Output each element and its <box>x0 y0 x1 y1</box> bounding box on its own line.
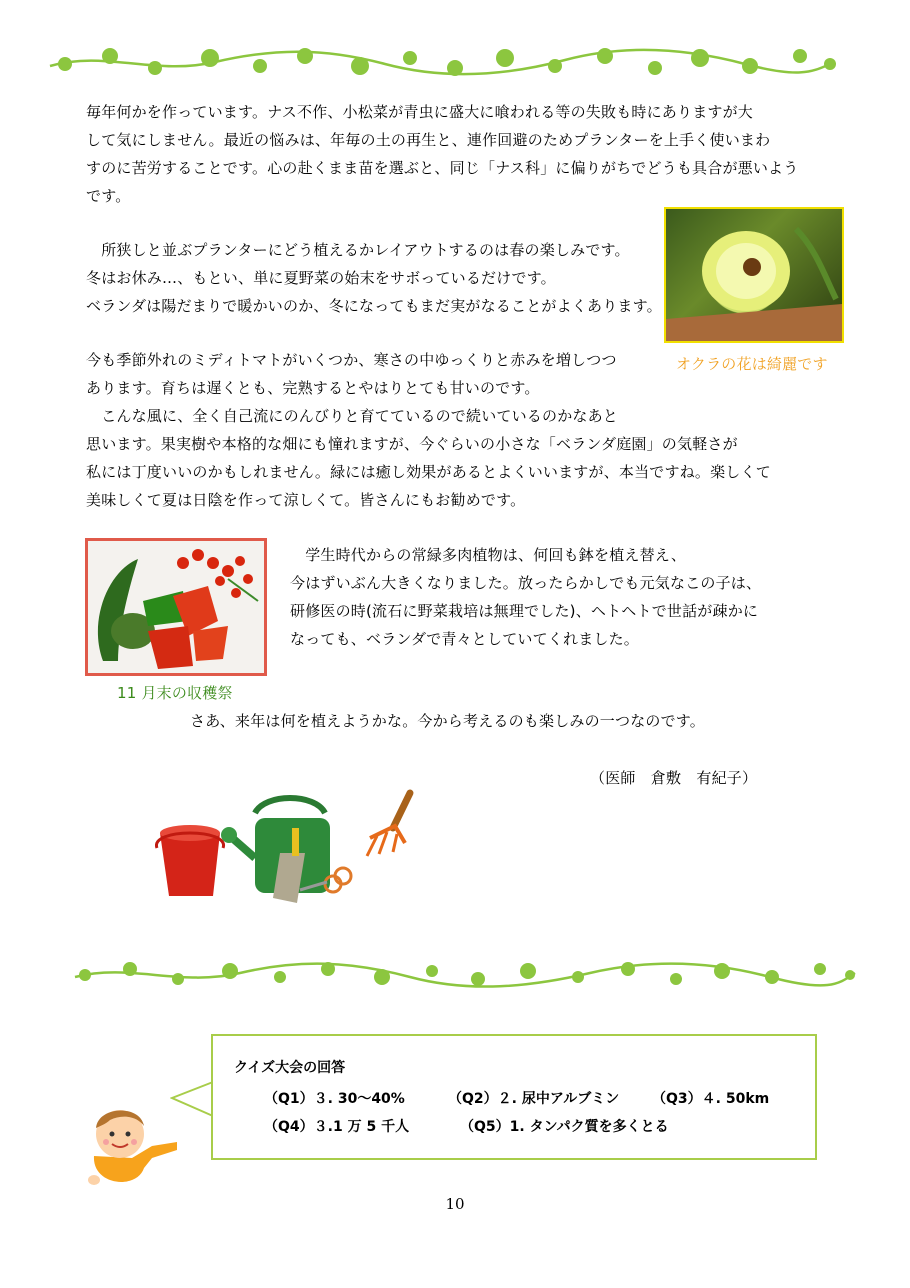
text-line: ベランダは陽だまりで暖かいのか、冬になってもまだ実がなることがよくあります。 <box>86 297 662 315</box>
quiz-answer-q1: （Q1）３. 30～40% <box>264 1091 405 1107</box>
text-line: 毎年何かを作っています。ナス不作、小松菜が青虫に盛大に喰われる等の失敗も時にありますが大 <box>86 103 754 121</box>
text-line: して気にしません。最近の悩みは、年毎の土の再生と、連作回避のためプランターを上手く使いまわ <box>86 131 771 149</box>
quiz-answer-q3: （Q3）４. 50km <box>652 1091 770 1107</box>
boy-illustration <box>82 1098 182 1190</box>
text-line: 今はずいぶん大きくなりました。放ったらかしでも元気なこの子は、 <box>290 574 762 592</box>
text-line: すのに苦労することです。心の赴くまま苗を選ぶと、同じ「ナス科」に偏りがちでどうも具合が悪いよう <box>86 159 799 177</box>
vine-border-bottom <box>70 955 860 993</box>
okra-flower-photo <box>664 207 844 343</box>
text-line: あります。育ちは遅くとも、完熟するとやはりとても甘いのです。 <box>86 379 540 397</box>
harvest-caption: 11 月末の収穫祭 <box>117 684 233 702</box>
quiz-answer-q2: （Q2）２. 尿中アルブミン <box>448 1091 620 1107</box>
text-line: 美味しくて夏は日陰を作って涼しくて。皆さんにもお勧めです。 <box>86 491 526 509</box>
quiz-answer-q5: （Q5）1. タンパク質を多くとる <box>460 1119 669 1135</box>
okra-caption: オクラの花は綺麗です <box>676 355 828 373</box>
text-line: 今も季節外れのミディトマトがいくつか、寒さの中ゆっくりと赤みを増しつつ <box>86 351 617 369</box>
text-line: こんな風に、全く自己流にのんびりと育てているので続いているのかなあと <box>86 407 619 425</box>
harvest-photo <box>85 538 267 676</box>
page-number: 10 <box>445 1195 465 1213</box>
text-line: 研修医の時(流石に野菜栽培は無理でした)、ヘトヘトで世話が疎かに <box>290 602 759 620</box>
text-line: なっても、ベランダで青々としていてくれました。 <box>290 630 640 648</box>
text-line: さあ、来年は何を植えようかな。今から考えるのも楽しみの一つなのです。 <box>190 712 706 730</box>
text-line: 私には丁度いいのかもしれません。緑には癒し効果があるとよくいいますが、本当ですね。楽しくて <box>86 463 771 481</box>
text-line: 思います。果実樹や本格的な畑にも憧れますが、今ぐらいの小さな「ベランダ庭園」の気軽さが <box>86 435 738 453</box>
text-line: 学生時代からの常緑多肉植物は、何回も鉢を植え替え、 <box>290 546 687 564</box>
garden-tools-illustration <box>155 788 425 908</box>
author-signature: （医師 倉敷 有紀子） <box>590 769 758 787</box>
text-line: 冬はお休み…、もとい、単に夏野菜の始末をサボっているだけです。 <box>86 269 556 287</box>
text-line: です。 <box>86 187 131 205</box>
quiz-answer-q4: （Q4）３.1 万 5 千人 <box>264 1119 410 1135</box>
vine-border-top <box>45 40 840 80</box>
quiz-title: クイズ大会の回答 <box>234 1060 346 1076</box>
text-line: 所狭しと並ぶプランターにどう植えるかレイアウトするのは春の楽しみです。 <box>86 241 630 259</box>
